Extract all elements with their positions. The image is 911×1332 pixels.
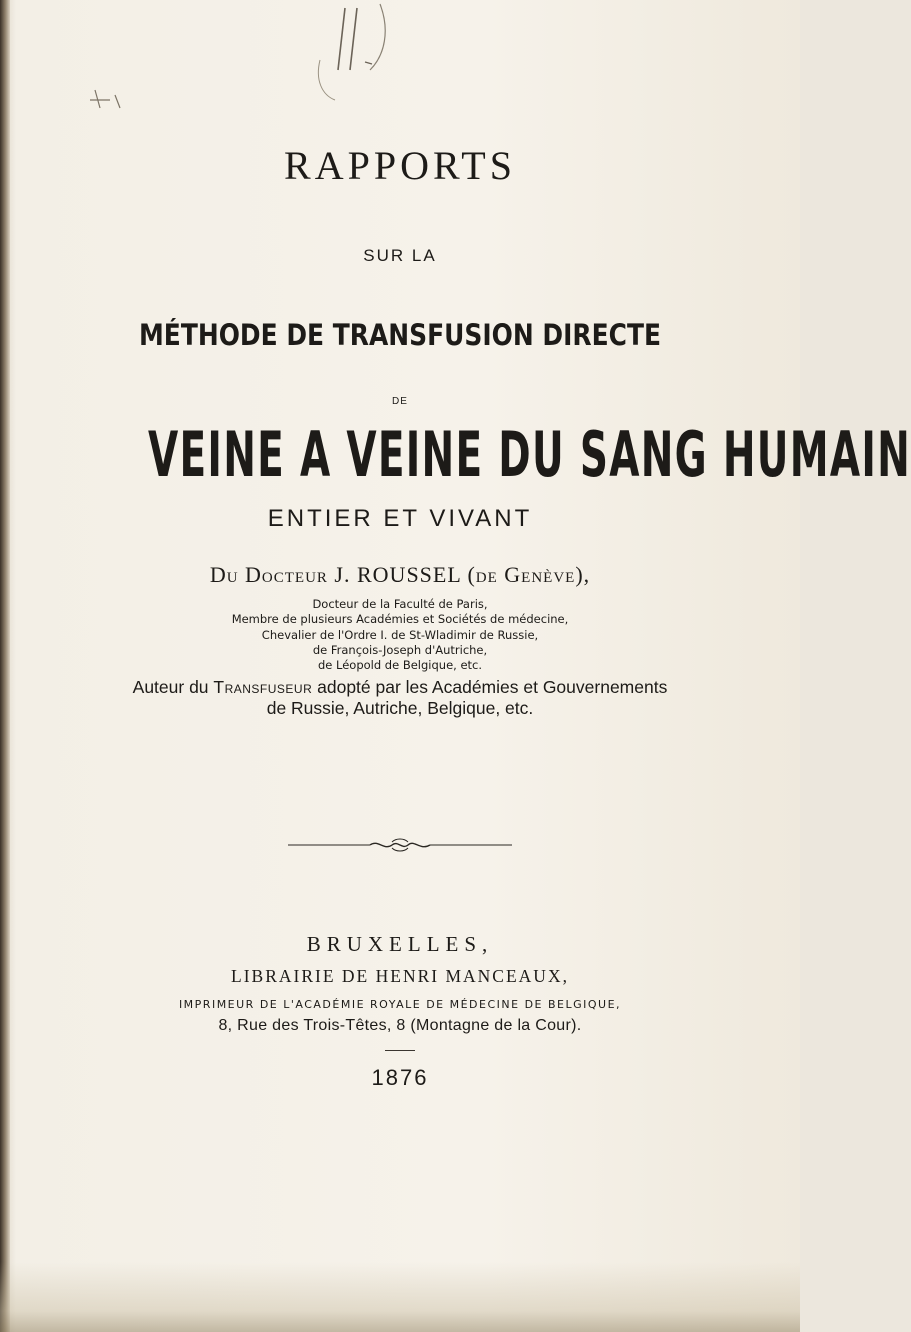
- entier-line: ENTIER ET VIVANT: [267, 505, 533, 532]
- title-line: de Léopold de Belgique, etc.: [317, 658, 483, 673]
- auteur-line-2: de Russie, Autriche, Belgique, etc.: [266, 698, 534, 718]
- page-stain: [0, 1262, 800, 1332]
- methode-title: MÉTHODE DE TRANSFUSION DIRECTE: [138, 318, 661, 352]
- ornamental-divider-icon: [0, 837, 800, 849]
- main-title: RAPPORTS: [284, 143, 516, 188]
- title-line: Membre de plusieurs Académies et Sociétés de médecine,: [231, 612, 569, 627]
- auteur-paragraph: [0, 677, 800, 719]
- title-line: Chevalier de l'Ordre I. de St-Wladimir de Russie,: [261, 627, 539, 642]
- auteur-rest: adopté par les Académies et Gouvernements: [312, 677, 668, 697]
- city: BRUXELLES,: [306, 932, 494, 956]
- address: 8, Rue des Trois-Têtes, 8 (Montagne de la Cour).: [218, 1017, 582, 1034]
- veine-title: VEINE A VEINE DU SANG HUMAIN: [148, 418, 911, 491]
- printer: IMPRIMEUR DE L'ACADÉMIE ROYALE DE MÉDECINE DE BELGIQUE,: [178, 998, 622, 1011]
- short-rule: [385, 1050, 415, 1051]
- author-line: Du Docteur J. ROUSSEL (de Genève),: [209, 562, 591, 587]
- pencil-marks-icon: [60, 0, 440, 130]
- publisher: LIBRAIRIE DE HENRI MANCEAUX,: [231, 966, 569, 986]
- auteur-line-1: [0, 677, 800, 698]
- de-line: DE: [392, 396, 408, 407]
- title-line: Docteur de la Faculté de Paris,: [312, 597, 488, 611]
- author-titles: [0, 597, 800, 673]
- auteur-instrument: Transfuseur: [213, 677, 313, 697]
- auteur-prefix: Auteur du: [132, 677, 214, 697]
- sur-la-line: SUR LA: [363, 246, 437, 265]
- title-line: de François-Joseph d'Autriche,: [312, 642, 488, 657]
- publication-year: 1876: [371, 1065, 429, 1090]
